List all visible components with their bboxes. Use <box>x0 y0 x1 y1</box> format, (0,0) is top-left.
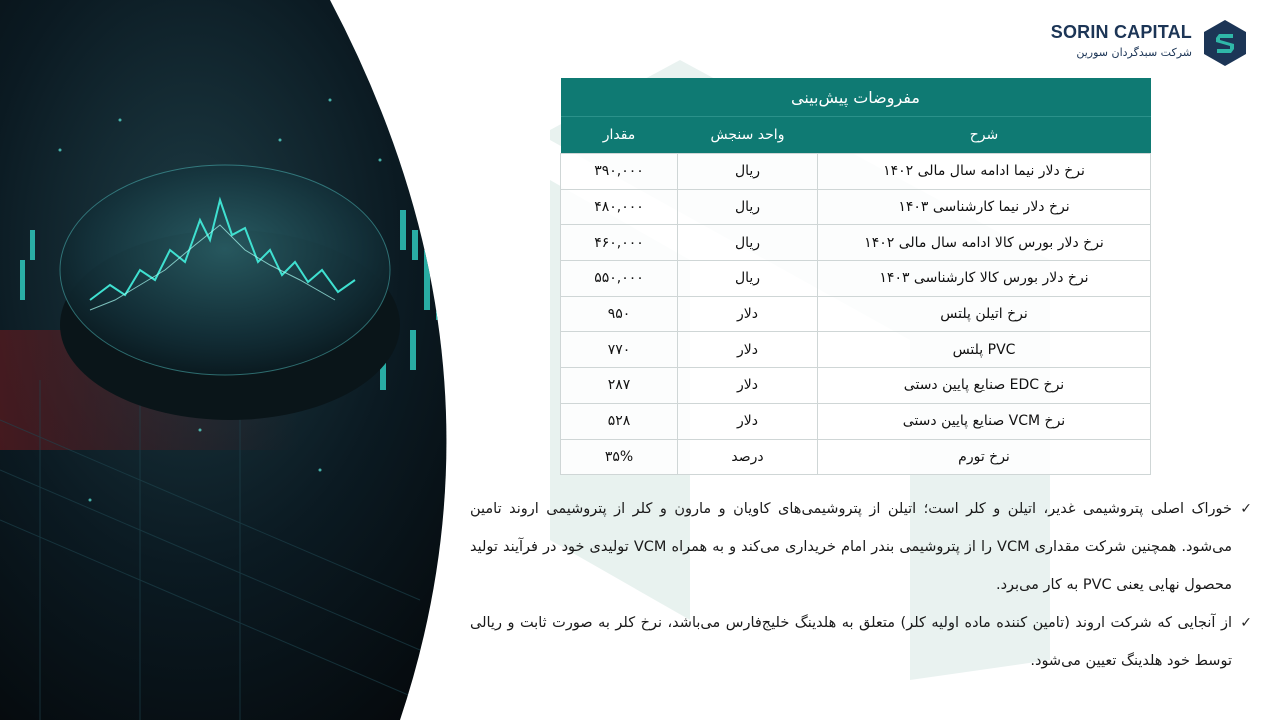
cell-unit: دلار <box>678 368 818 404</box>
table-row <box>561 332 1151 368</box>
cell-description: نرخ EDC صنایع پایین دستی <box>818 368 1151 404</box>
cell-value: ۷۷۰ <box>561 332 678 368</box>
cell-unit: ریال <box>678 225 818 261</box>
brand-header <box>1050 18 1250 68</box>
column-header-unit: واحد سنجش <box>678 117 818 154</box>
note-text: از آنجایی که شرکت اروند (تامین کننده ماده اولیه کلر) متعلق به هلدینگ خلیج‌فارس می‌باشد، نرخ کلر به صورت ثابت و ریالی توسط خود هلدینگ تعیین می‌شود. <box>470 615 1232 669</box>
note-text: خوراک اصلی پتروشیمی غدیر، اتیلن و کلر است؛ اتیلن از پتروشیمی‌های کاویان و مارون و کلر از پتروشیمی اروند تامین می‌شود. همچنین شرکت مقداری VCM را از پتروشیمی بندر امام خریداری می‌کند و به همراه VCM تولیدی خود در فرآیند تولید محصول نهایی یعنی PVC به کار می‌برد. <box>470 501 1232 593</box>
brand-subtitle: شرکت سبدگردان سورین <box>1076 46 1192 59</box>
check-icon: ✓ <box>1240 615 1252 631</box>
table-row <box>561 225 1151 261</box>
cell-unit: دلار <box>678 332 818 368</box>
assumptions-table-container <box>560 78 1150 475</box>
note-item <box>470 490 1252 604</box>
financial-lens-illustration <box>0 0 480 720</box>
column-header-description: شرح <box>818 117 1151 154</box>
table-row <box>561 439 1151 475</box>
table-title: مفروضات پیش‌بینی <box>561 78 1151 117</box>
cell-description: نرخ VCM صنایع پایین دستی <box>818 403 1151 439</box>
brand-name: SORIN CAPITAL <box>1050 22 1192 42</box>
cell-unit: دلار <box>678 296 818 332</box>
cell-unit: دلار <box>678 403 818 439</box>
cell-description: نرخ تورم <box>818 439 1151 475</box>
cell-description: نرخ دلار بورس کالا کارشناسی ۱۴۰۳ <box>818 261 1151 297</box>
cell-value: ۴۸۰,۰۰۰ <box>561 189 678 225</box>
cell-value: ۹۵۰ <box>561 296 678 332</box>
cell-value: ۳۹۰,۰۰۰ <box>561 154 678 190</box>
check-icon: ✓ <box>1240 501 1252 517</box>
cell-value: ۵۲۸ <box>561 403 678 439</box>
table-row <box>561 189 1151 225</box>
cell-value: ۲۸۷ <box>561 368 678 404</box>
forecast-assumptions-table <box>560 78 1151 475</box>
table-row <box>561 261 1151 297</box>
column-header-value: مقدار <box>561 117 678 154</box>
notes-section <box>470 490 1252 680</box>
brand-logo-icon <box>1200 18 1250 68</box>
cell-unit: ریال <box>678 261 818 297</box>
cell-unit: درصد <box>678 439 818 475</box>
table-row <box>561 154 1151 190</box>
cell-value: ۵۵۰,۰۰۰ <box>561 261 678 297</box>
cell-description: PVC پلتس <box>818 332 1151 368</box>
cell-description: نرخ اتیلن پلتس <box>818 296 1151 332</box>
table-row <box>561 368 1151 404</box>
cell-unit: ریال <box>678 154 818 190</box>
cell-value: ۴۶۰,۰۰۰ <box>561 225 678 261</box>
table-row <box>561 296 1151 332</box>
cell-unit: ریال <box>678 189 818 225</box>
cell-description: نرخ دلار نیما کارشناسی ۱۴۰۳ <box>818 189 1151 225</box>
hero-image <box>0 0 480 720</box>
table-row <box>561 403 1151 439</box>
note-item <box>470 604 1252 680</box>
cell-description: نرخ دلار نیما ادامه سال مالی ۱۴۰۲ <box>818 154 1151 190</box>
cell-value: ۳۵% <box>561 439 678 475</box>
cell-description: نرخ دلار بورس کالا ادامه سال مالی ۱۴۰۲ <box>818 225 1151 261</box>
